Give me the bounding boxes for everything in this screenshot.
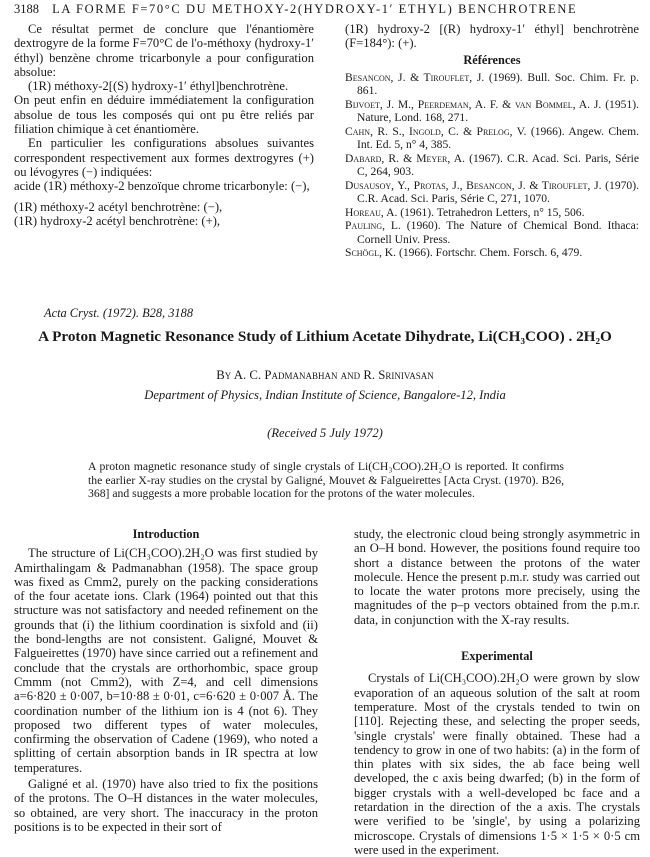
reference-entry bbox=[345, 219, 639, 246]
reference-authors: Besancon, J. & Tirouflet, J. bbox=[345, 70, 485, 84]
reference-details: (1966). Fortschr. Chem. Forsch. 6, 479. bbox=[396, 246, 583, 260]
reference-authors: Pauling, L. bbox=[345, 219, 401, 233]
reference-authors: Horeau, A. bbox=[345, 205, 398, 219]
paragraph: study, the electronic cloud being strongly asymmetric in an O–H bond. However, the positions found require too short a distance between the protons of the water molecule. Hence the present p.m.r. study was carried out to locate the water protons more precisely, using the magnitudes of the p–p vectors obtained from the p.m.r. data, in conjunction with the X-ray results. bbox=[354, 527, 640, 627]
paragraph: Crystals of Li(CH₃COO).2H₂O were grown by slow evaporation of an aqueous solution of the salt at room temperature. Most of the crystals tended to twin on [110]. Rejecting these, and selecting the proper seeds, 'single crystals' were finally obtained. These had a tendency to grow in one of two habits: (a) in the form of thin plates with six sides, the ab face being well developed, the c axis being dwarfed; (b) in the form of bigger crystals with a well-developed bc face and a retardation in the direction of the a axis. The crystals were verified to be 'single', by using a polarizing microscope. Crystals of dimensions 1·5 × 1·5 × 0·5 cm were used in the experiment. bbox=[354, 671, 640, 857]
reference-entry bbox=[345, 71, 639, 98]
paragraph: The structure of Li(CH₃COO).2H₂O was first studied by Amirthalingam & Padmanabhan (1958). The space group was fixed as Cmm2, purely on the packing considerations of the four acetate ions. Clark (1964) pointed out that this structure was not satisfactory and needed refinement on the grounds that (i) the lithium coordination is sixfold and (ii) the bond-lengths are not consistent. Galigné, Mouvet & Falgueirettes (1970) have since carried out a refinement and conclude that the crystals are orthorhombic, space group Cmmm (not Cmm2), with Z=4, and cell dimensions a=6·820 ± 0·007, b=10·88 ± 0·01, c=6·620 ± 0·007 Å. The coordination number of the lithium ion is 4 (not 6). They proposed two different types of water molecules, confirming the observation of Cadene (1969), who noted a splitting of certain absorption bands in IR spectra at low temperatures. bbox=[14, 546, 318, 775]
introduction-column bbox=[14, 527, 318, 834]
paragraph: acide (1R) méthoxy-2 benzoïque chrome tricarbonyle: (−), bbox=[14, 179, 310, 194]
section-heading-experimental: Experimental bbox=[461, 649, 533, 664]
paragraph: En particulier les configurations absolues suivantes correspondent respectivement aux formes dextrogyres (+) ou lévogyres (−) indiquées: bbox=[14, 136, 314, 179]
reference-details: (1960). The Nature of Chemical Bond. Ithaca: Cornell Univ. Press. bbox=[357, 219, 639, 246]
section-heading-introduction: Introduction bbox=[132, 527, 200, 541]
article-citation: Acta Cryst. (1972). B28, 3188 bbox=[44, 306, 194, 320]
received-date: (Received 5 July 1972) bbox=[267, 426, 383, 440]
reference-entry bbox=[345, 125, 639, 152]
reference-details: (1967). C.R. Acad. Sci. Paris, Série C, 264, 903. bbox=[357, 151, 639, 179]
reference-entry bbox=[345, 98, 639, 125]
reference-entry bbox=[345, 206, 639, 220]
reference-details: (1966). Angew. Chem. Int. Ed. 5, n° 4, 385. bbox=[357, 124, 639, 152]
previous-article-left-column bbox=[14, 22, 314, 228]
article-authors: By A. C. Padmanabhan and R. Srinivasan bbox=[216, 368, 434, 382]
article-title: A Proton Magnetic Resonance Study of Lithium Acetate Dihydrate, Li(CH₃COO) . 2H₂O bbox=[38, 328, 612, 345]
experimental-column bbox=[354, 527, 640, 857]
reference-authors: Bijvoet, J. M., Peerdeman, A. F. & van Bommel, A. J. bbox=[345, 97, 602, 111]
running-title: LA FORME F=70°C DU METHOXY-2(HYDROXY-1′ ETHYL) BENCHROTRENE bbox=[52, 2, 578, 16]
abstract: A proton magnetic resonance study of single crystals of Li(CH₃COO).2H₂O is reported. It confirms the earlier X-ray studies on the crystal by Galigné, Mouvet & Falgueirettes [Acta Cryst. (1970). B26, 368] and suggests a more probable location for the protons of the water molecules. bbox=[88, 460, 564, 501]
reference-details: (1951). Nature, Lond. 168, 271. bbox=[357, 97, 639, 125]
paragraph: Ce résultat permet de conclure que l'énantiomère dextrogyre de la forme F=70°C de l'o-méthoxy (hydroxy-1′ éthyl) benzène chrome tricarbonyle a pour configuration absolue: bbox=[14, 22, 314, 79]
running-header bbox=[14, 2, 644, 17]
reference-details: (1970). C.R. Acad. Sci. Paris, Série C, 271, 1070. bbox=[357, 178, 639, 206]
reference-entry bbox=[345, 246, 639, 260]
references-heading: Références bbox=[463, 52, 521, 67]
reference-list bbox=[345, 71, 639, 260]
page-number: 3188 bbox=[14, 2, 39, 16]
article-affiliation: Department of Physics, Indian Institute of Science, Bangalore-12, India bbox=[144, 388, 506, 402]
paragraph: On peut enfin en déduire immédiatement la configuration absolue de tous les composés qui ont pu être reliés par filiation chimique à cet énantiomère. bbox=[14, 93, 314, 137]
previous-article-right-column bbox=[345, 22, 639, 260]
reference-details: (1969). Bull. Soc. Chim. Fr. p. 861. bbox=[357, 70, 639, 98]
reference-authors: Dusausoy, Y., Protas, J., Besancon, J. & Tirouflet, J. bbox=[345, 178, 602, 192]
reference-details: (1961). Tetrahedron Letters, n° 15, 506. bbox=[397, 205, 585, 219]
paragraph: (1R) méthoxy-2[(S) hydroxy-1′ éthyl]benchrotrène. bbox=[28, 79, 289, 94]
reference-authors: Cahn, R. S., Ingold, C. & Prelog, V. bbox=[345, 124, 527, 138]
paragraph: (1R) méthoxy-2 acétyl benchrotrène: (−), bbox=[14, 199, 223, 214]
reference-entry bbox=[345, 179, 639, 206]
reference-authors: Schögl, K. bbox=[345, 246, 397, 260]
paragraph: (1R) hydroxy-2 acétyl benchrotrène: (+), bbox=[14, 213, 221, 228]
reference-authors: Dabard, R. & Meyer, A. bbox=[345, 151, 466, 165]
paragraph: (1R) hydroxy-2 [(R) hydroxy-1′ éthyl] benchrotrène (F=184°): (+). bbox=[345, 22, 639, 51]
reference-entry bbox=[345, 152, 639, 179]
paragraph: Galigné et al. (1970) have also tried to fix the positions of the protons. The O–H distances in the water molecules, so obtained, are very short. The inaccuracy in the proton positions is to be expected in their sort of bbox=[14, 777, 318, 834]
